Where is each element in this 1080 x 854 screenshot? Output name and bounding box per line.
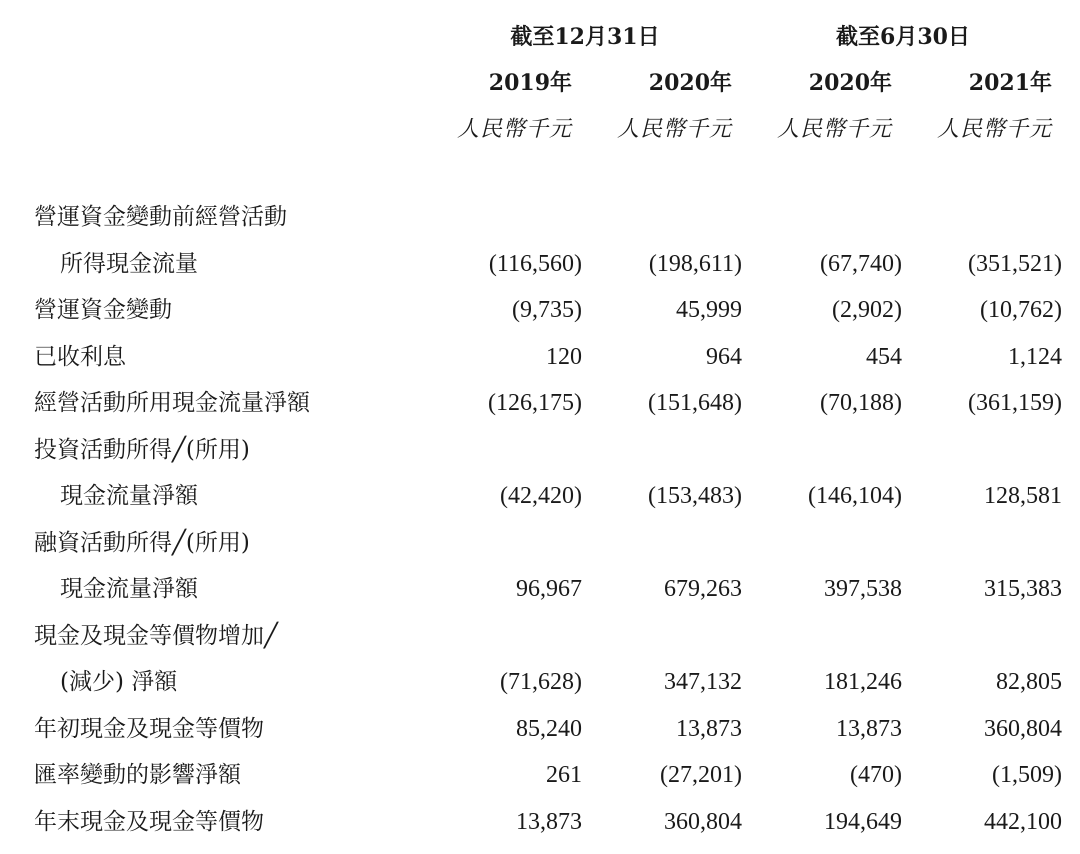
row-value-col3: (146,104) (808, 483, 902, 509)
row-label: 已收利息 (34, 343, 126, 370)
row-value-col1: (71,628) (500, 669, 582, 695)
table-row (0, 241, 1080, 287)
row-value-col1: 120 (546, 343, 582, 370)
period-header-half-year: 截至6月30日 (836, 24, 970, 50)
row-value-col2: (151,648) (648, 390, 742, 416)
row-value-col1: (126,175) (488, 390, 582, 416)
row-value-col3: 181,246 (824, 669, 902, 695)
unit-header-col3: 人民幣千元 (776, 117, 892, 142)
table-row (0, 427, 1080, 473)
row-label: 現金流量淨額 (60, 576, 198, 602)
row-label: 現金流量淨額 (60, 483, 198, 509)
row-value-col3: 194,649 (824, 808, 902, 835)
row-value-col1: 85,240 (516, 715, 582, 742)
row-label: 經營活動所用現金流量淨額 (34, 390, 310, 416)
table-row (0, 194, 1080, 240)
row-value-col2: (153,483) (648, 483, 742, 509)
year-header-col2: 2020年 (648, 70, 732, 96)
row-label: 現金及現金等價物增加╱ (34, 622, 278, 649)
row-value-col3: (67,740) (820, 250, 902, 277)
year-header-col1: 2019年 (488, 70, 572, 96)
row-value-col3: (70,188) (820, 390, 902, 416)
row-value-col1: 13,873 (516, 808, 582, 835)
row-value-col2: (27,201) (660, 762, 742, 788)
row-value-col4: 360,804 (984, 715, 1062, 742)
row-label: 匯率變動的影響淨額 (34, 762, 241, 788)
row-value-col3: 454 (866, 343, 902, 370)
row-value-col4: (351,521) (968, 250, 1062, 277)
row-value-col1: 261 (546, 762, 582, 788)
row-value-col4: 1,124 (1008, 343, 1062, 370)
row-label: 年末現金及現金等價物 (34, 808, 264, 835)
year-header-col4: 2021年 (968, 70, 1052, 96)
row-value-col2: 679,263 (664, 576, 742, 602)
unit-header-col2: 人民幣千元 (616, 117, 732, 142)
row-value-col4: (1,509) (992, 762, 1062, 788)
row-value-col1: (116,560) (488, 250, 582, 277)
table-row (0, 613, 1080, 659)
unit-header-col1: 人民幣千元 (456, 117, 572, 142)
table-row (0, 659, 1080, 705)
row-label: 年初現金及現金等價物 (34, 715, 264, 742)
row-value-col3: 397,538 (824, 576, 902, 602)
row-value-col4: 315,383 (984, 576, 1062, 602)
row-label: (減少) 淨額 (60, 669, 178, 695)
row-value-col2: (198,611) (648, 250, 742, 277)
row-value-col3: (2,902) (832, 297, 902, 323)
year-header-col3: 2020年 (808, 70, 892, 96)
row-value-col4: 128,581 (984, 483, 1062, 509)
table-row (0, 566, 1080, 612)
row-label: 融資活動所得╱(所用) (34, 529, 250, 556)
row-value-col2: 13,873 (676, 715, 742, 742)
row-value-col1: (42,420) (500, 483, 582, 509)
row-value-col2: 964 (706, 343, 742, 370)
row-value-col2: 45,999 (676, 297, 742, 323)
unit-header-col4: 人民幣千元 (936, 117, 1052, 142)
row-label: 營運資金變動前經營活動 (34, 204, 287, 230)
row-value-col4: (361,159) (968, 390, 1062, 416)
row-label: 所得現金流量 (60, 250, 198, 277)
row-value-col2: 347,132 (664, 669, 742, 695)
period-header-year-end: 截至12月31日 (510, 24, 660, 50)
row-value-col4: 82,805 (996, 669, 1062, 695)
table-row (0, 706, 1080, 752)
row-value-col4: 442,100 (984, 808, 1062, 835)
row-label: 投資活動所得╱(所用) (34, 436, 250, 463)
row-value-col3: 13,873 (836, 715, 902, 742)
table-row (0, 752, 1080, 798)
row-value-col2: 360,804 (664, 808, 742, 835)
row-value-col1: (9,735) (512, 297, 582, 323)
row-value-col3: (470) (850, 762, 902, 788)
table-row (0, 287, 1080, 333)
row-value-col4: (10,762) (980, 297, 1062, 323)
table-row (0, 799, 1080, 845)
table-row (0, 334, 1080, 380)
table-row (0, 520, 1080, 566)
row-label: 營運資金變動 (34, 297, 172, 323)
table-row (0, 473, 1080, 519)
row-value-col1: 96,967 (516, 576, 582, 602)
table-row (0, 380, 1080, 426)
